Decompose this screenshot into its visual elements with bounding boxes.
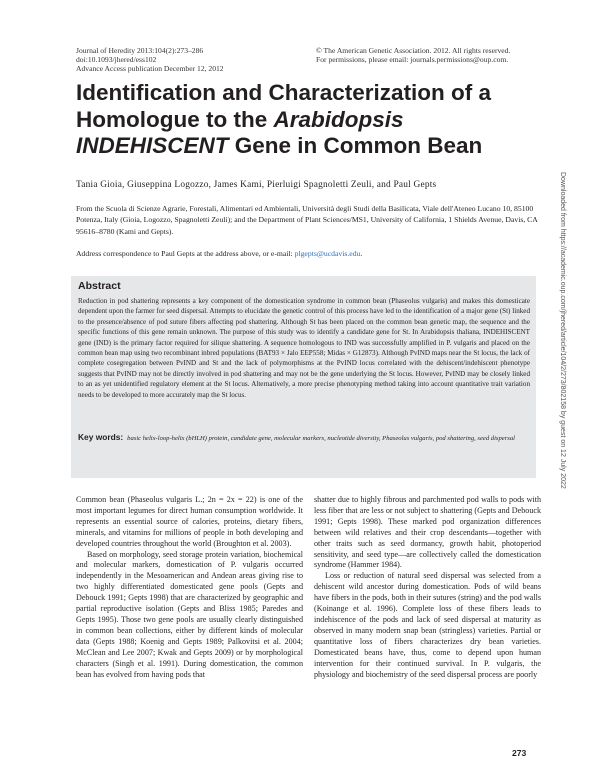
body-paragraph: Loss or reduction of natural seed dispersal was selected from a dehiscent wild ancestor during domestication. Pods of wild beans have fibers in the pods, both in their sutures (string) and the pod walls (Koinange et al. 1996). Complete loss of these fibers leads to indehiscence of the pods and lack of seed dispersal at maturity as observed in many modern snap bean (stringless) varieties. Partial or quantitative loss of fibers characterizes dry bean varieties. Domesticated beans have, thus, come to depend upon human intervention for their continued survival. In P. vulgaris, the physiology and biochemistry of the seed dispersal process are poorly [314,571,541,679]
journal-citation [76,46,224,74]
title-text: Identification and Characterization of a Homologue to the [76,80,492,132]
doi-line[interactable]: doi:10.1093/jhered/ess102 [76,55,157,65]
permissions-line: For permissions, please email: journals.permissions@oup.com. [316,55,509,65]
body-paragraph: Based on morphology, seed storage protein variation, biochemical and molecular markers, domestication of P. vulgaris occurred independently in the Mesoamerican and Andean areas giving rise to two highly differentiated domesticated gene pools (Gepts and Debouck 1991; Gepts 1998) that are characterized by geographic and partial reproductive isolation (Gepts and Bliss 1985; Paredes and Gepts 1995). Those two gene pools are usually clearly distinguished in common bean collections, either by different kinds of molecular data (Gepts 1988; Koenig and Gepts 1989; Palkovitsi et al. 2004; McClean and Lee 2007; Kwak and Gepts 2009) or by morphological characters (Singh et al. 1991). During domestication, the common bean has evolved from having pods that [76,549,303,679]
affiliation: From the Scuola di Scienze Agrarie, Forestali, Alimentari ed Ambientali, Università degli Studi della Basilicata, Viale dell'Ateneo Lucano 10, 85100 Potenza, Italy (Gioia, Logozzo, Spagnoletti Zeuli); and the Department of Plant Sciences/MS1, University of California, 1 Shields Avenue, Davis, CA 95616–8780 (Kami and Gepts). [76,204,538,236]
correspondence-email-link[interactable]: plgepts@ucdavis.edu [294,249,361,258]
journal-citation-line: Journal of Heredity 2013:104(2):273–286 [76,46,204,55]
article-title [76,80,556,160]
correspondence-end: . [360,249,363,258]
body-column-left [76,495,303,680]
download-notice: Downloaded from https://academic.oup.com/jhered/article/104/2/273/802158 by guest on 12 July 2022 [559,172,566,489]
body-paragraph: shatter due to highly fibrous and parchmented pod walls to pods with less fiber that are less or not subject to shattering (Gepts and Debouck 1991; Gepts 1998). These marked pod organization differences between wild relatives and their crop descendants—together with other traits such as seed dormancy, growth habit, photoperiod sensitivity, and seed type—are collectively called the domestication syndrome (Hammer 1984). [314,495,541,570]
author-list: Tania Gioia, Giuseppina Logozzo, James Kami, Pierluigi Spagnoletti Zeuli, and Paul Gepts [76,180,437,190]
copyright-notice [316,46,510,64]
page-number: 273 [512,748,527,758]
copyright-line: © The American Genetic Association. 2012. All rights reserved. [316,46,511,55]
correspondence [76,249,362,258]
advance-access-line: Advance Access publication December 12, 2012 [76,64,224,74]
title-text-end: Gene in Common Bean [228,133,483,158]
title-italic: Arabidopsis INDEHISCENT [76,106,404,158]
keywords-text: basic helix-loop-helix (bHLH) protein, candidate gene, molecular markers, nucleotide diversity, Phaseolus vulgaris, pod shattering, seed dispersal [127,435,515,442]
correspondence-text: Address correspondence to Paul Gepts at the address above, or e-mail: [76,249,295,258]
abstract-body: Reduction in pod shattering represents a key component of the domestication syndrome in common bean (Phaseolus vulgaris) and makes this domesticate dependent upon the farmer for seed dispersal. Attempts to elucidate the genetic control of this process have led to the identification of a major gene (St) linked to the presence/absence of pod suture fibers affecting pod shattering. Although St has been placed on the common bean genetic map, the sequence and the specific functions of this gene remain unknown. The purpose of this study was to identify a candidate gene for St. In Arabidopsis thaliana, INDEHISCENT gene (IND) is the primary factor required for silique shattering. A sequence homologous to IND was successfully amplified in P. vulgaris and placed on the common bean map using two recombinant inbred populations (BAT93 × Jalo EEP558; Midas × G12873). Although PvIND maps near the St locus, the lack of complete cosegregation between PvIND and St and the lack of polymorphisms at the PvIND locus correlated with the dehiscent/indehiscent phenotype suggests that PvIND may not be directly involved in pod shattering and may not be the gene underlying the St locus. However, PvIND may be closely linked to an as yet unidentified regulatory element at the St locus. Alternatively, a more precise phenotyping method taking into account quantitative trait variation needs to be developed to more accurately map the St locus. [78,297,530,399]
keywords-label: Key words: [78,432,124,442]
body-column-right [314,495,541,680]
abstract-heading: Abstract [78,280,121,292]
keywords [78,433,530,443]
body-paragraph: Common bean (Phaseolus vulgaris L.; 2n = 2x = 22) is one of the most important legumes for direct human consumption worldwide. It represents an essential source of calories, proteins, dietary fibers, minerals, and vitamins for millions of people in both developing and developed countries throughout the world (Broughton et al. 2003). [76,495,303,548]
